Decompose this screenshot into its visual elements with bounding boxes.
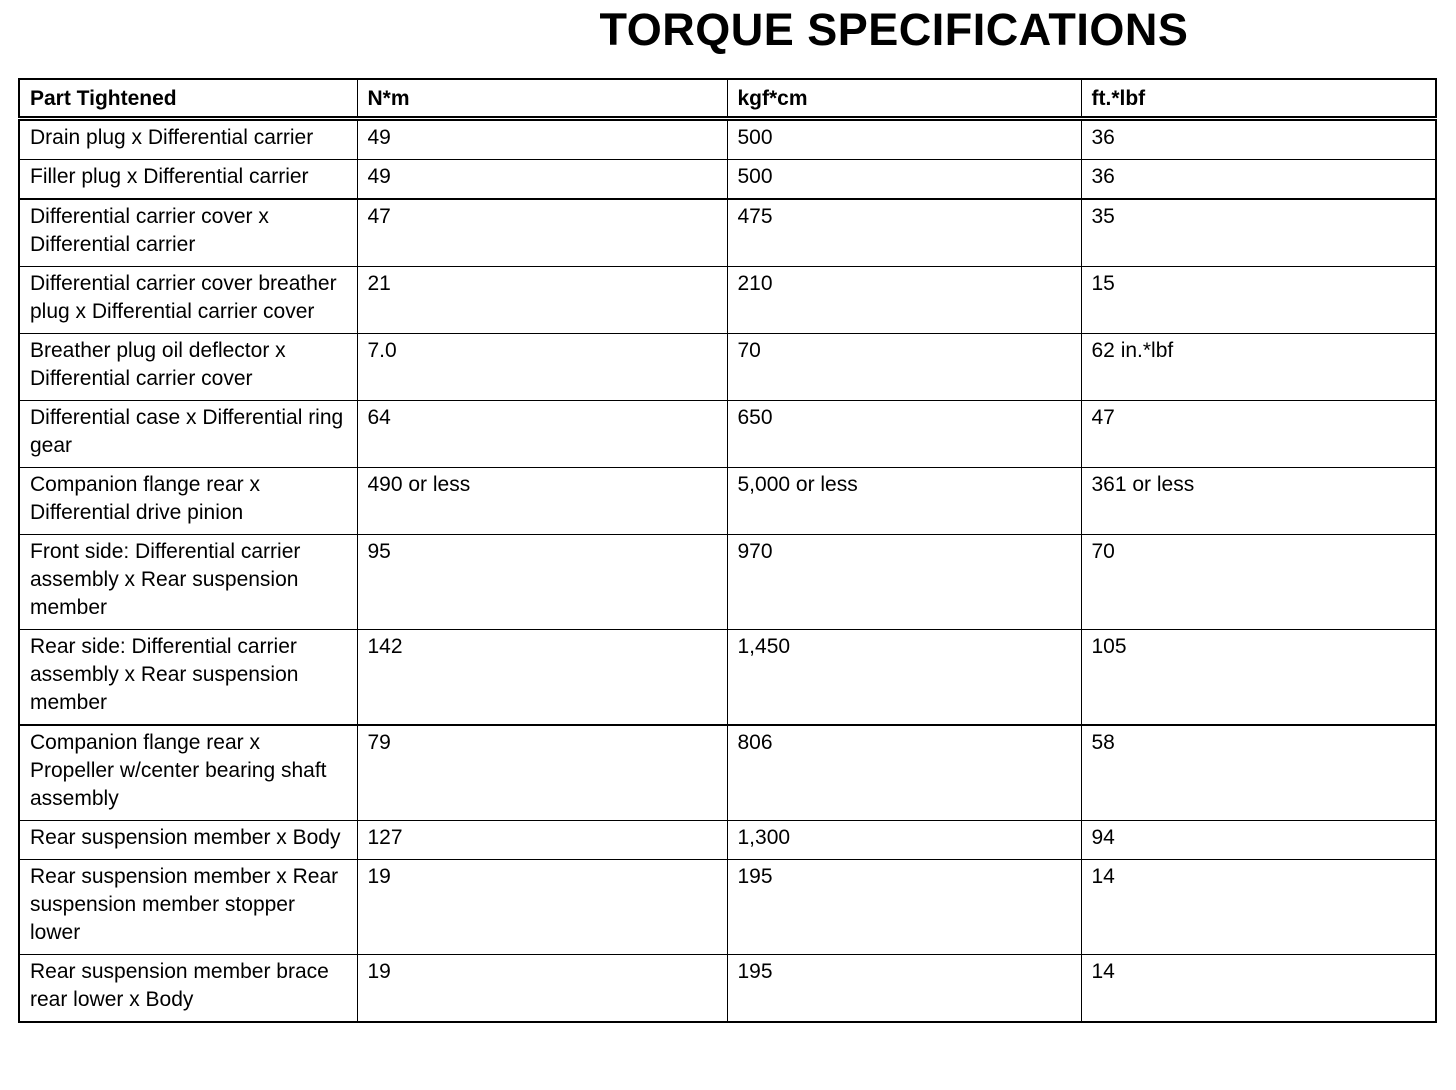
table-row (19, 119, 1436, 160)
table-row (19, 401, 1436, 468)
table-row (19, 821, 1436, 860)
table-row (19, 860, 1436, 955)
kgf-cm-cell: 210 (727, 267, 1081, 334)
kgf-cm-cell: 5,000 or less (727, 468, 1081, 535)
nm-cell: 490 or less (357, 468, 727, 535)
kgf-cm-cell: 1,300 (727, 821, 1081, 860)
nm-cell: 47 (357, 199, 727, 267)
ft-lbf-cell: 36 (1081, 119, 1436, 160)
table-row (19, 334, 1436, 401)
nm-cell: 49 (357, 160, 727, 200)
kgf-cm-cell: 970 (727, 535, 1081, 630)
part-cell: Differential case x Differential ring gear (19, 401, 357, 468)
kgf-cm-cell: 475 (727, 199, 1081, 267)
part-cell: Rear suspension member x Body (19, 821, 357, 860)
table-row (19, 535, 1436, 630)
table-row (19, 199, 1436, 267)
ft-lbf-cell: 36 (1081, 160, 1436, 200)
part-cell: Breather plug oil deflector x Differential carrier cover (19, 334, 357, 401)
kgf-cm-cell: 500 (727, 160, 1081, 200)
ft-lbf-cell: 14 (1081, 860, 1436, 955)
part-cell: Rear suspension member x Rear suspension member stopper lower (19, 860, 357, 955)
part-cell: Drain plug x Differential carrier (19, 119, 357, 160)
kgf-cm-cell: 195 (727, 860, 1081, 955)
ft-lbf-cell: 14 (1081, 955, 1436, 1023)
ft-lbf-cell: 58 (1081, 725, 1436, 821)
table-header-row (19, 79, 1436, 119)
page-title: TORQUE SPECIFICATIONS (599, 4, 1189, 55)
header-part-tightened: Part Tightened (19, 79, 357, 119)
part-cell: Differential carrier cover x Differential carrier (19, 199, 357, 267)
part-cell: Front side: Differential carrier assembly x Rear suspension member (19, 535, 357, 630)
ft-lbf-cell: 94 (1081, 821, 1436, 860)
table-row (19, 725, 1436, 821)
ft-lbf-cell: 35 (1081, 199, 1436, 267)
part-cell: Companion flange rear x Propeller w/center bearing shaft assembly (19, 725, 357, 821)
table-row (19, 468, 1436, 535)
part-cell: Rear suspension member brace rear lower x Body (19, 955, 357, 1023)
header-kgf-cm: kgf*cm (727, 79, 1081, 119)
header-nm: N*m (357, 79, 727, 119)
table-row (19, 955, 1436, 1023)
nm-cell: 64 (357, 401, 727, 468)
nm-cell: 19 (357, 860, 727, 955)
ft-lbf-cell: 15 (1081, 267, 1436, 334)
torque-specifications-table (18, 78, 1437, 1023)
header-ft-lbf: ft.*lbf (1081, 79, 1436, 119)
nm-cell: 49 (357, 119, 727, 160)
table-row (19, 160, 1436, 200)
kgf-cm-cell: 195 (727, 955, 1081, 1023)
nm-cell: 142 (357, 630, 727, 726)
table-row (19, 267, 1436, 334)
nm-cell: 79 (357, 725, 727, 821)
ft-lbf-cell: 47 (1081, 401, 1436, 468)
kgf-cm-cell: 806 (727, 725, 1081, 821)
nm-cell: 95 (357, 535, 727, 630)
kgf-cm-cell: 650 (727, 401, 1081, 468)
ft-lbf-cell: 62 in.*lbf (1081, 334, 1436, 401)
nm-cell: 21 (357, 267, 727, 334)
ft-lbf-cell: 70 (1081, 535, 1436, 630)
kgf-cm-cell: 70 (727, 334, 1081, 401)
nm-cell: 19 (357, 955, 727, 1023)
part-cell: Differential carrier cover breather plug x Differential carrier cover (19, 267, 357, 334)
ft-lbf-cell: 105 (1081, 630, 1436, 726)
nm-cell: 127 (357, 821, 727, 860)
nm-cell: 7.0 (357, 334, 727, 401)
kgf-cm-cell: 1,450 (727, 630, 1081, 726)
part-cell: Filler plug x Differential carrier (19, 160, 357, 200)
kgf-cm-cell: 500 (727, 119, 1081, 160)
ft-lbf-cell: 361 or less (1081, 468, 1436, 535)
part-cell: Companion flange rear x Differential drive pinion (19, 468, 357, 535)
part-cell: Rear side: Differential carrier assembly x Rear suspension member (19, 630, 357, 726)
table-row (19, 630, 1436, 726)
